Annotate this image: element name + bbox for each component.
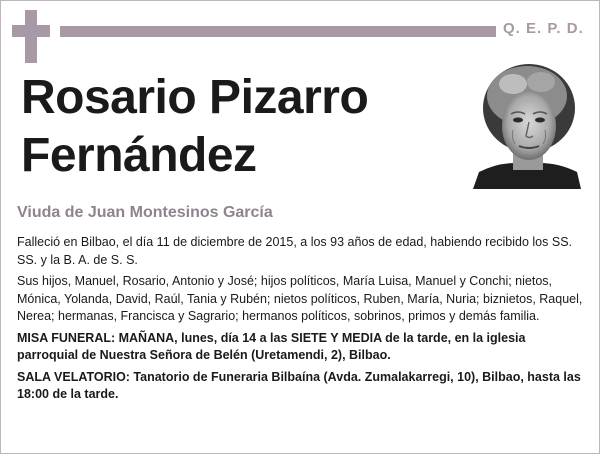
family-list: Sus hijos, Manuel, Rosario, Antonio y José; hijos políticos, María Luisa, Manuel y Conchi; nietos, Mónica, Yolanda, David, Raúl, Tania y Rubén; nietos políticos, Ruben, María, Nuria; biznietos, Raquel, Nerea; hermanas, Francisca y Sagrario; hermanos políticos, sobrinos, primos y demás familia. (17, 274, 583, 323)
header-rule (60, 26, 496, 37)
deceased-name (21, 69, 368, 185)
notice-body (17, 234, 587, 408)
deceased-name-line2: Fernández (21, 129, 257, 182)
wake-room-info: SALA VELATORIO: Tanatorio de Funeraria Bilbaína (Avda. Zumalakarregi, 10), Bilbao, hasta las 18:00 de la tarde. (17, 369, 581, 401)
funeral-mass-info: MISA FUNERAL: MAÑANA, lunes, día 14 a las SIETE Y MEDIA de la tarde, en la iglesia parroquial de Nuestra Señora de Belén (Uretamendi, 2), Bilbao. (17, 330, 526, 362)
deceased-portrait (473, 60, 581, 189)
cross-icon (12, 10, 50, 63)
deceased-subtitle: Viuda de Juan Montesinos García (17, 204, 273, 221)
deceased-name-line1: Rosario Pizarro (21, 71, 369, 124)
qepd-label: Q. E. P. D. (503, 20, 584, 37)
death-announcement: Falleció en Bilbao, el día 11 de diciembre de 2015, a los 93 años de edad, habiendo recibido los SS. SS. y la B. A. de S. S. (17, 235, 573, 267)
